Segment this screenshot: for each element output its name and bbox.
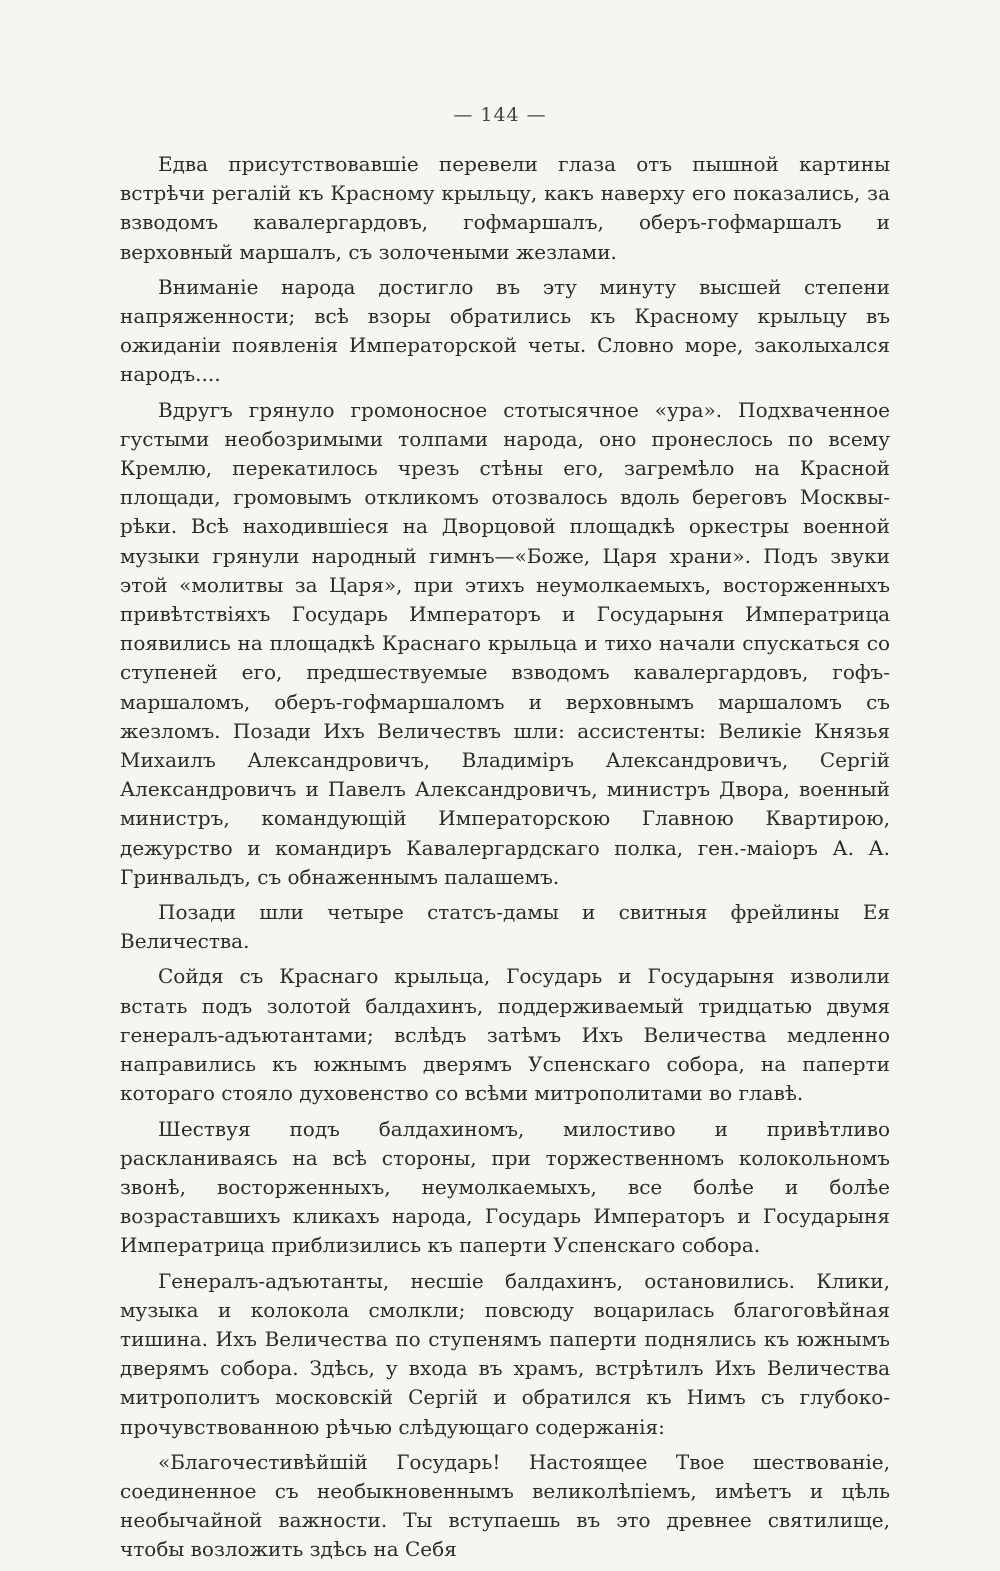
page-number: — 144 — <box>453 104 547 126</box>
paragraph: Генералъ-адъютанты, несшіе балдахинъ, остановились. Клики, музыка и колокола смолкли; повсюду воцарилась благоговѣйная тишина. Ихъ Величества по ступенямъ паперти поднялись къ южнымъ дверямъ собора. Здѣсь, у входа въ храмъ, встрѣтилъ Ихъ Величества митрополитъ московскій Сергій и обратился къ Нимъ съ глубоко-прочувствованною рѣчью слѣдующаго содержанія: <box>120 1268 890 1439</box>
paragraph: Вдругъ грянуло громоносное стотысячное «ура». Подхваченное густыми необозримыми толпами народа, оно пронеслось по всему Кремлю, перекатилось чрезъ стѣны его, загремѣло на Красной площади, громовымъ откликомъ отозвалось вдоль береговъ Москвы-рѣки. Всѣ находившіеся на Дворцовой площадкѣ оркестры военной музыки грянули народный гимнъ—«Боже, Царя храни». Подъ звуки этой «молитвы за Царя», при этихъ неумолкаемыхъ, восторженныхъ привѣтствіяхъ Государь Императоръ и Государыня Императрица появились на площадкѣ Краснаго крыльца и тихо начали спускаться со ступеней его, предшествуемые взводомъ кавалергардовъ, гофъ-маршаломъ, оберъ-гофмаршаломъ и верховнымъ маршаломъ съ жезломъ. Позади Ихъ Величествъ шли: ассистенты: Великіе Князья Михаилъ Александровичъ, Владиміръ Александровичъ, Сергій Александровичъ и Павелъ Александровичъ, министръ Двора, военный министръ, командующій Императорскою Главною Квартирою, дежурство и командиръ Кавалергардскаго полка, ген.-маіоръ А. А. Гринвальдъ, съ обнаженнымъ палашемъ. <box>120 397 890 889</box>
paragraph: Сойдя съ Краснаго крыльца, Государь и Государыня изволили встать подъ золотой балдахинъ, поддерживаемый тридцатью двумя генералъ-адъютантами; вслѣдъ затѣмъ Ихъ Величества медленно направились къ южнымъ дверямъ Успенскаго собора, на паперти котораго стояло духовенство со всѣми митрополитами во главѣ. <box>120 964 890 1106</box>
paragraph: Шествуя подъ балдахиномъ, милостиво и привѣтливо раскланиваясь на всѣ стороны, при торжественномъ колокольномъ звонѣ, восторженныхъ, неумолкаемыхъ, все болѣе и болѣе возраставшихъ кликахъ народа, Государь Императоръ и Государыня Императрица приблизились къ паперти Успенскаго собора. <box>120 1116 890 1258</box>
paragraph: Позади шли четыре статсъ-дамы и свитныя фрейлины Ея Величества. <box>120 900 890 954</box>
paragraph: «Благочестивѣйшій Государь! Настоящее Твое шествованіе, соединенное съ необыкновеннымъ великолѣпіемъ, имѣетъ и цѣль необычайной важности. Ты вступаешь въ это древнее святилище, чтобы возложить здѣсь на Себя <box>120 1449 890 1562</box>
paragraph: Едва присутствовавшіе перевели глаза отъ пышной картины встрѣчи регалій къ Красному крыльцу, какъ наверху его показались, за взводомъ кавалергардовъ, гофмаршалъ, оберъ-гофмаршалъ и верховный маршалъ, съ золочеными жезлами. <box>120 152 890 264</box>
paragraph: Вниманіе народа достигло въ эту минуту высшей степени напряженности; всѣ взоры обратились къ Красному крыльцу въ ожиданіи появленія Императорской четы. Словно море, заколыхался народъ.... <box>120 274 890 387</box>
body-text <box>120 150 890 1571</box>
